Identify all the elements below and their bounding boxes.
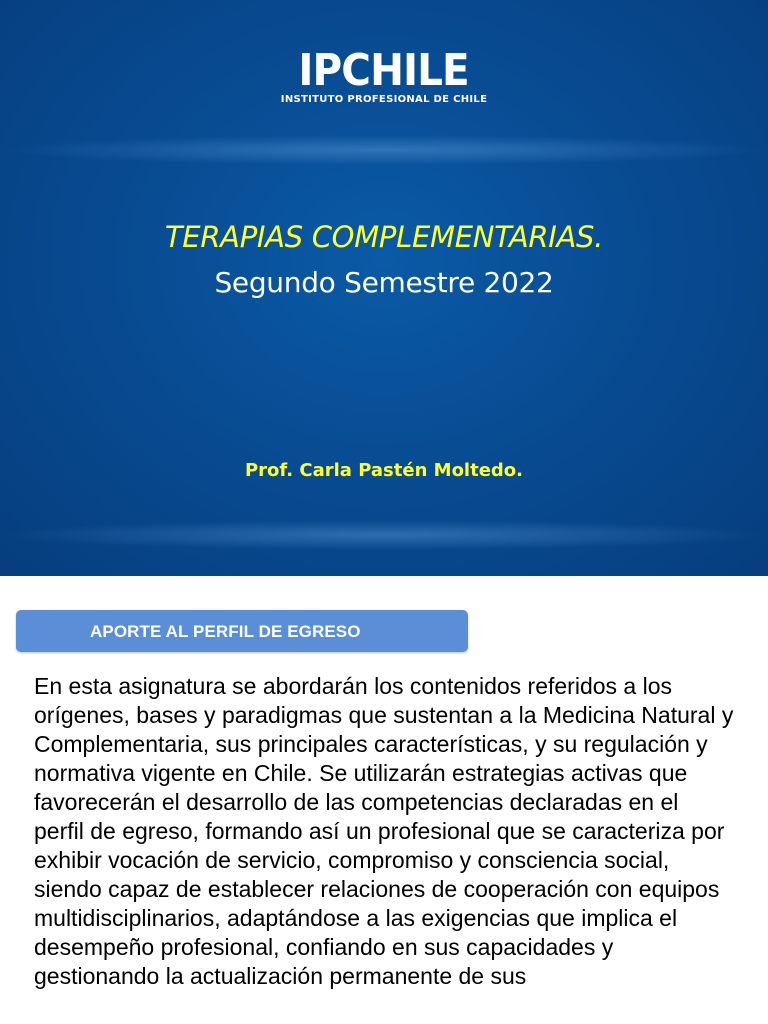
semester-subtitle: Segundo Semestre 2022 bbox=[214, 266, 554, 299]
section-heading: APORTE AL PERFIL DE EGRESO bbox=[90, 622, 361, 641]
bottom-glow-divider bbox=[0, 520, 768, 550]
section-body-text: En esta asignatura se abordarán los contenidos referidos a los orígenes, bases y paradigmas que sustentan a la Medicina Natural y Complementaria, sus principales características, y su regulación y normativa vigente en Chile. Se utilizarán estrategias activas que favorecerán el desarrollo de las competencias declaradas en el perfil de egreso, formando así un profesional que se caracteriza por exhibir vocación de servicio, compromiso y consciencia social, siendo capaz de establecer relaciones de cooperación con equipos multidisciplinarios, adaptándose a las exigencias que implica el desempeño profesional, confiando en sus capacidades y gestionando la actualización permanente de sus bbox=[34, 673, 734, 989]
section-heading-box bbox=[16, 610, 468, 652]
logo-subtitle: INSTITUTO PROFESIONAL DE CHILE bbox=[280, 94, 488, 105]
top-glow-divider bbox=[0, 135, 768, 165]
logo-wordmark: IPCHILE bbox=[298, 45, 470, 96]
professor-name: Prof. Carla Pastén Moltedo. bbox=[244, 460, 523, 481]
ipchile-logo bbox=[0, 45, 768, 105]
course-title: TERAPIAS COMPLEMENTARIAS. bbox=[164, 220, 604, 254]
